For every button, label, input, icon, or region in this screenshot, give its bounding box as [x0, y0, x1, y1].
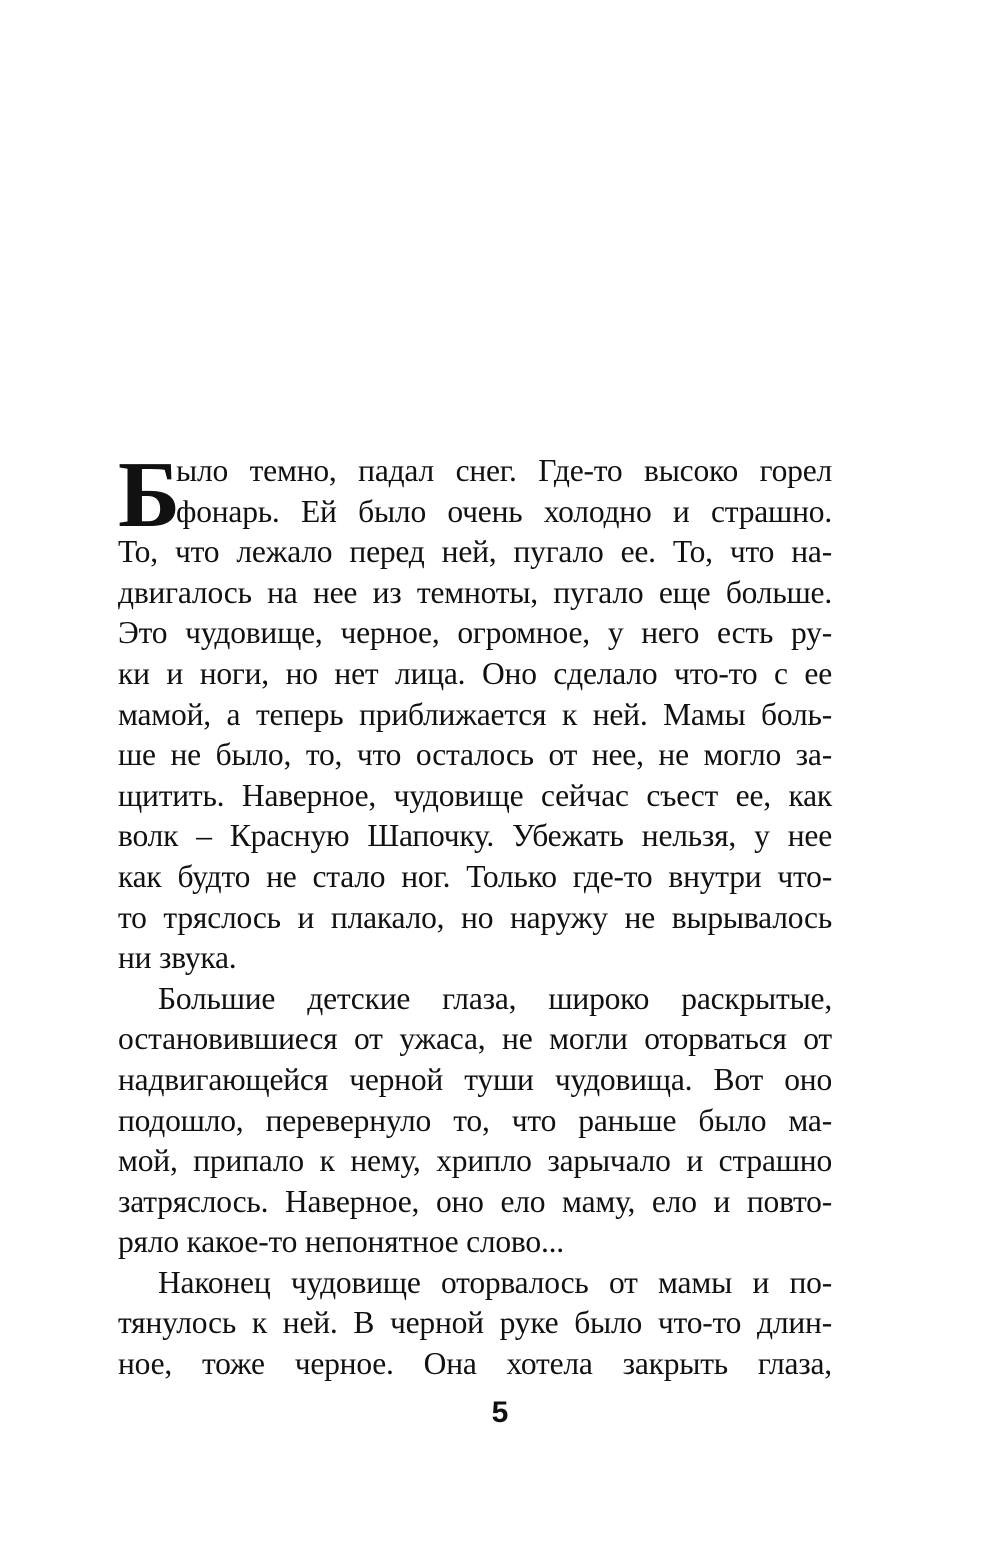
text-line: То, что лежало перед ней, пугало ее. То, что на- — [118, 534, 832, 570]
text-line: ше не было, то, что осталось от нее, не могло за- — [118, 737, 832, 773]
paragraph-3 — [118, 1263, 832, 1385]
text-line: щитить. Наверное, чудовище сейчас съест ее, как — [118, 777, 832, 813]
text-line: подошло, перевернуло то, что раньше было ма- — [118, 1102, 832, 1138]
text-line: тянулось к ней. В черной руке было что-то длин- — [118, 1305, 832, 1341]
text-line: то тряслось и плакало, но наружу не вырывалось — [118, 899, 832, 935]
text-line: фонарь. Ей было очень холодно и страшно. — [176, 493, 832, 529]
text-line: Наконец чудовище оторвалось от мамы и по- — [158, 1264, 832, 1300]
paragraph-1 — [118, 443, 832, 979]
text-line: ыло темно, падал снег. Где-то высоко горел — [176, 453, 832, 488]
text-line: ное, тоже черное. Она хотела закрыть глаза, — [118, 1346, 832, 1382]
paragraph-2 — [118, 979, 832, 1263]
text-line: мамой, а теперь приближается к ней. Мамы боль- — [118, 696, 832, 732]
text-line: надвигающейся черной туши чудовища. Вот оно — [118, 1061, 832, 1097]
text-line: ни звука. — [118, 940, 237, 976]
text-line: затряслось. Наверное, оно ело маму, ело и повто- — [118, 1183, 832, 1219]
text-line: Это чудовище, черное, огромное, у него есть ру- — [118, 615, 832, 651]
text-line: как будто не стало ног. Только где-то внутри что- — [118, 858, 832, 894]
page-number: 5 — [491, 1396, 509, 1429]
text-line: мой, припало к нему, хрипло зарычало и страшно — [118, 1143, 832, 1179]
text-line: остановившиеся от ужаса, не могли оторваться от — [118, 1021, 832, 1057]
text-line: двигалось на нее из темноты, пугало еще больше. — [118, 574, 832, 610]
text-line: ки и ноги, но нет лица. Оно сделало что-то с ее — [118, 655, 832, 691]
text-line: волк – Красную Шапочку. Убежать нельзя, у нее — [118, 818, 832, 854]
drop-cap: Б — [118, 443, 181, 547]
text-line: Большие детские глаза, широко раскрытые, — [158, 980, 832, 1016]
body-text — [118, 443, 832, 1385]
text-line: ряло какое-то непонятное слово... — [118, 1224, 564, 1260]
